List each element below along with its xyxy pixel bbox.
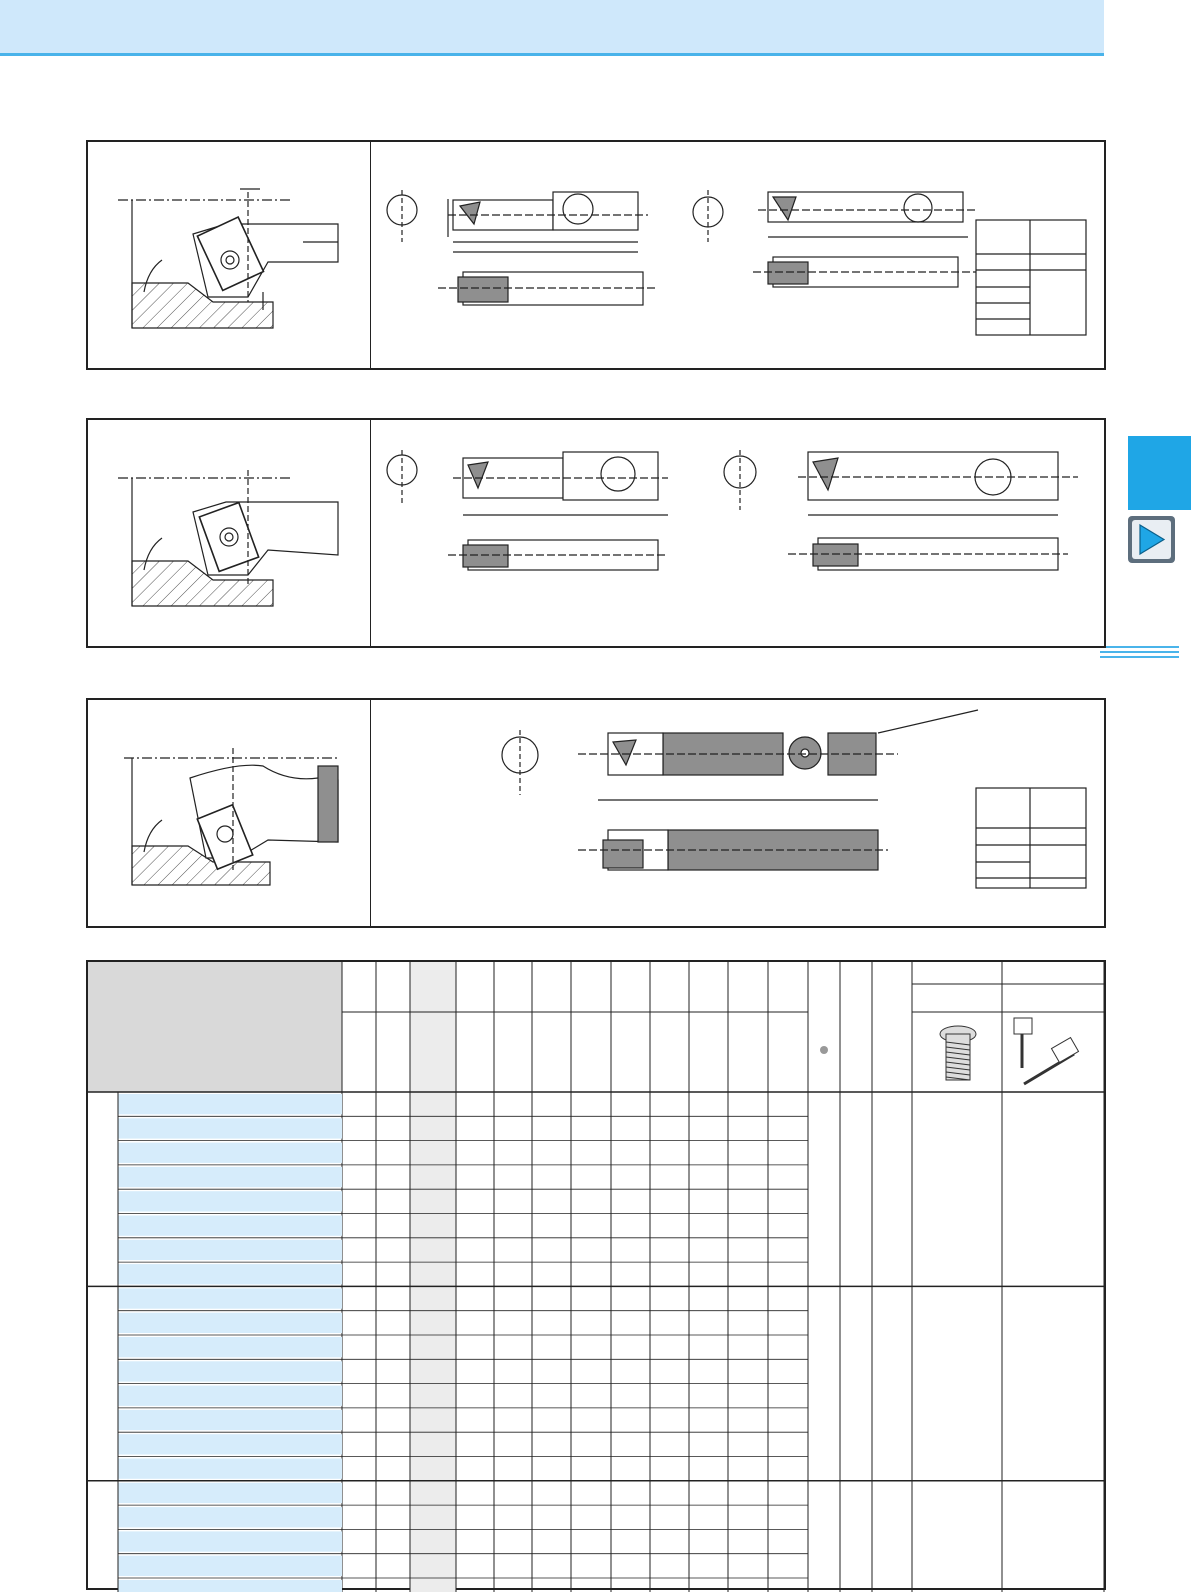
screw-icon xyxy=(940,1026,976,1080)
row-highlight xyxy=(118,1264,342,1284)
side-rule-lines xyxy=(1100,646,1179,660)
row-highlight xyxy=(118,1094,342,1114)
diagram-panel-3 xyxy=(86,698,1106,928)
row-highlight xyxy=(118,1361,342,1381)
row-highlight xyxy=(118,1337,342,1357)
specification-table xyxy=(86,960,1106,1590)
row-highlight xyxy=(118,1143,342,1163)
row-highlight xyxy=(118,1386,342,1406)
row-highlight xyxy=(118,1313,342,1333)
shaded-column xyxy=(410,962,456,1592)
boring-bar-drawing-2 xyxy=(88,420,1108,650)
torx-wrench-icon xyxy=(1014,1018,1079,1084)
row-highlight xyxy=(118,1167,342,1187)
row-highlight xyxy=(118,1507,342,1527)
row-highlight xyxy=(118,1216,342,1236)
row-highlight xyxy=(118,1580,342,1592)
row-highlight xyxy=(118,1531,342,1551)
row-highlight xyxy=(118,1410,342,1430)
section-tab[interactable] xyxy=(1128,436,1191,510)
boring-bar-drawing-1 xyxy=(88,142,1108,372)
row-highlight xyxy=(118,1483,342,1503)
header-shade xyxy=(88,962,342,1092)
diagram-panel-1 xyxy=(86,140,1106,370)
row-highlight xyxy=(118,1288,342,1308)
circle-marker-icon xyxy=(820,1046,828,1054)
row-highlight xyxy=(118,1118,342,1138)
row-highlight xyxy=(118,1191,342,1211)
row-highlight xyxy=(118,1459,342,1479)
header-band xyxy=(0,0,1104,56)
row-highlight xyxy=(118,1240,342,1260)
spec-table-grid xyxy=(88,962,1108,1592)
diagram-panel-2 xyxy=(86,418,1106,648)
next-page-button[interactable] xyxy=(1128,516,1175,563)
play-arrow-icon xyxy=(1128,516,1175,563)
row-highlight xyxy=(118,1556,342,1576)
boring-bar-drawing-3 xyxy=(88,700,1108,930)
row-highlight xyxy=(118,1434,342,1454)
